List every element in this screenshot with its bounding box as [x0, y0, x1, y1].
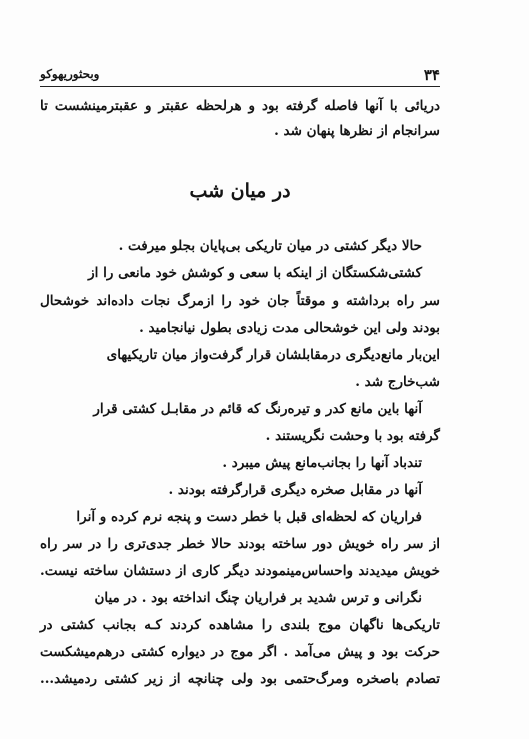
text-line: فراریان که لحظه‌ای قبل با خطر دست و پنجه نرم کرده و آنرا: [76, 509, 422, 525]
chapter-body: [40, 236, 440, 706]
page-header: [40, 60, 440, 87]
text-line: از سر راه خویش دور ساخته بودند حالا خطر جدی‌تری را در سر راه: [40, 536, 440, 552]
text-line: کشتی‌شکستگان از اینکه با سعی و کوشش خود مانعی را از: [88, 265, 422, 281]
running-title: وبحثوريهوكو: [40, 67, 100, 81]
text-line: گرفته بود با وحشت نگریستند .: [265, 428, 440, 444]
page-number: ۳۴: [423, 66, 440, 84]
opening-paragraph: [40, 96, 440, 144]
text-line: سرانجام از نظرها پنهان شد .: [274, 123, 440, 139]
text-line: آنها باین مانع کدر و تیره‌رنگ که قائم در مقابـل کشتی قرار: [93, 401, 422, 417]
text-line: تندباد آنها را بجانب‌مانع پیش میبرد .: [222, 455, 422, 471]
text-line: تاریکی‌ها ناگهان موج بلندی را مشاهده کردند کـه بجانب کشتی در: [40, 617, 440, 633]
text-line: این‌بار مانع‌دیگری درمقابلشان قرار گرفت‌واز میان تاریکیهای: [106, 347, 440, 363]
text-line: حرکت بود و پیش می‌آمد . اگر موج در دیواره کشتی درهم‌میشکست: [40, 644, 440, 660]
text-line: دریائی با آنها فاصله گرفته بود و هرلحظه عقبتر و عقبترمینشست تا: [40, 98, 440, 114]
chapter-title: در میان شب: [189, 180, 291, 202]
text-line: خویش میدیدند واحساس‌مینمودند دیگر کاری از دستشان ساخته نیست.: [40, 563, 440, 579]
text-line: تصادم باصخره ومرگ‌حتمی بود ولی چنانچه از زیر کشتی ردمیشد...: [40, 671, 440, 687]
text-line: بودند ولی این خوشحالی مدت زیادی بطول نیانجامید .: [139, 320, 440, 336]
text-line: شب‌خارج شد .: [355, 374, 440, 390]
text-line: حالا دیگر کشتی در میان تاریکی بی‌پایان بجلو میرفت .: [118, 238, 422, 254]
text-line: سر راه برداشته و موقتاً جان خود را ازمرگ نجات داده‌اند خوشحال: [40, 293, 440, 309]
text-line: نگرانی و ترس شدید بر فراریان چنگ انداخته بود . در میان: [94, 590, 422, 606]
text-line: آنها در مقابل صخره دیگری قرارگرفته بودند .: [168, 482, 422, 498]
